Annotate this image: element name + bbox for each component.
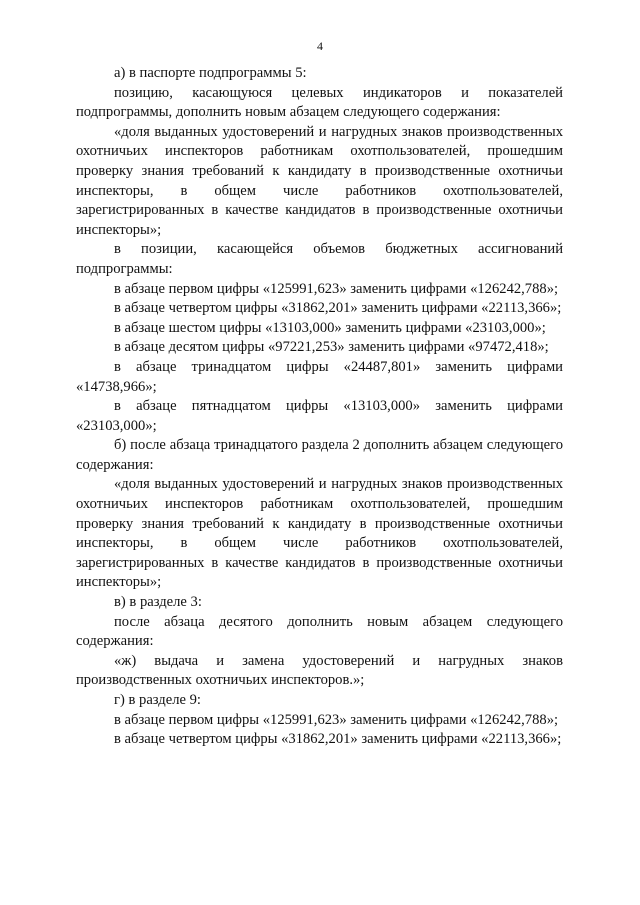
page-number: 4	[317, 39, 323, 53]
paragraph-6: в абзаце четвертом цифры «31862,201» заменить цифрами «22113,366»;	[114, 300, 562, 317]
paragraph-1: а) в паспорте подпрограммы 5:	[114, 65, 307, 81]
paragraph-16: г) в разделе 9:	[114, 692, 201, 708]
paragraph-8: в абзаце десятом цифры «97221,253» заменить цифрами «97472,418»;	[114, 339, 549, 356]
paragraph-3: «доля выданных удостоверений и нагрудных знаков производственных охотничьих инспекторов работникам охотпользователей, прошедшим проверку знания требований к кандидату в производственные охотничьи инспекторы, в общем числе работников охотпользователей, зарегистрированных в качестве кандидатов в производственные охотничьи инспекторы»;	[76, 123, 563, 238]
paragraph-7: в абзаце шестом цифры «13103,000» заменить цифрами «23103,000»;	[114, 319, 546, 336]
paragraph-11: б) после абзаца тринадцатого раздела 2 дополнить абзацем следующего содержания:	[76, 437, 563, 473]
paragraph-9: в абзаце тринадцатом цифры «24487,801» заменить цифрами «14738,966»;	[76, 358, 563, 395]
paragraph-15: «ж) выдача и замена удостоверений и нагрудных знаков производственных охотничьих инспекторов.»;	[76, 652, 563, 689]
paragraph-4: в позиции, касающейся объемов бюджетных ассигнований подпрограммы:	[76, 241, 563, 277]
paragraph-18: в абзаце четвертом цифры «31862,201» заменить цифрами «22113,366»;	[114, 731, 562, 748]
paragraph-13: в) в разделе 3:	[114, 594, 202, 611]
paragraph-2: позицию, касающуюся целевых индикаторов и показателей подпрограммы, дополнить новым абзацем следующего содержания:	[76, 84, 563, 121]
paragraph-12: «доля выданных удостоверений и нагрудных знаков производственных охотничьих инспекторов работникам охотпользователей, прошедшим проверку знания требований к кандидату в производственные охотничьи инспекторы, в общем числе работников охотпользователей, зарегистрированных в качестве кандидатов в производственные охотничьи инспекторы»;	[76, 476, 563, 591]
paragraph-5: в абзаце первом цифры «125991,623» заменить цифрами «126242,788»;	[114, 280, 559, 297]
paragraph-10: в абзаце пятнадцатом цифры «13103,000» заменить цифрами «23103,000»;	[76, 398, 563, 434]
paragraph-14: после абзаца десятого дополнить новым абзацем следующего содержания:	[76, 613, 563, 650]
paragraph-17: в абзаце первом цифры «125991,623» заменить цифрами «126242,788»;	[114, 711, 559, 728]
document-body	[76, 64, 563, 750]
